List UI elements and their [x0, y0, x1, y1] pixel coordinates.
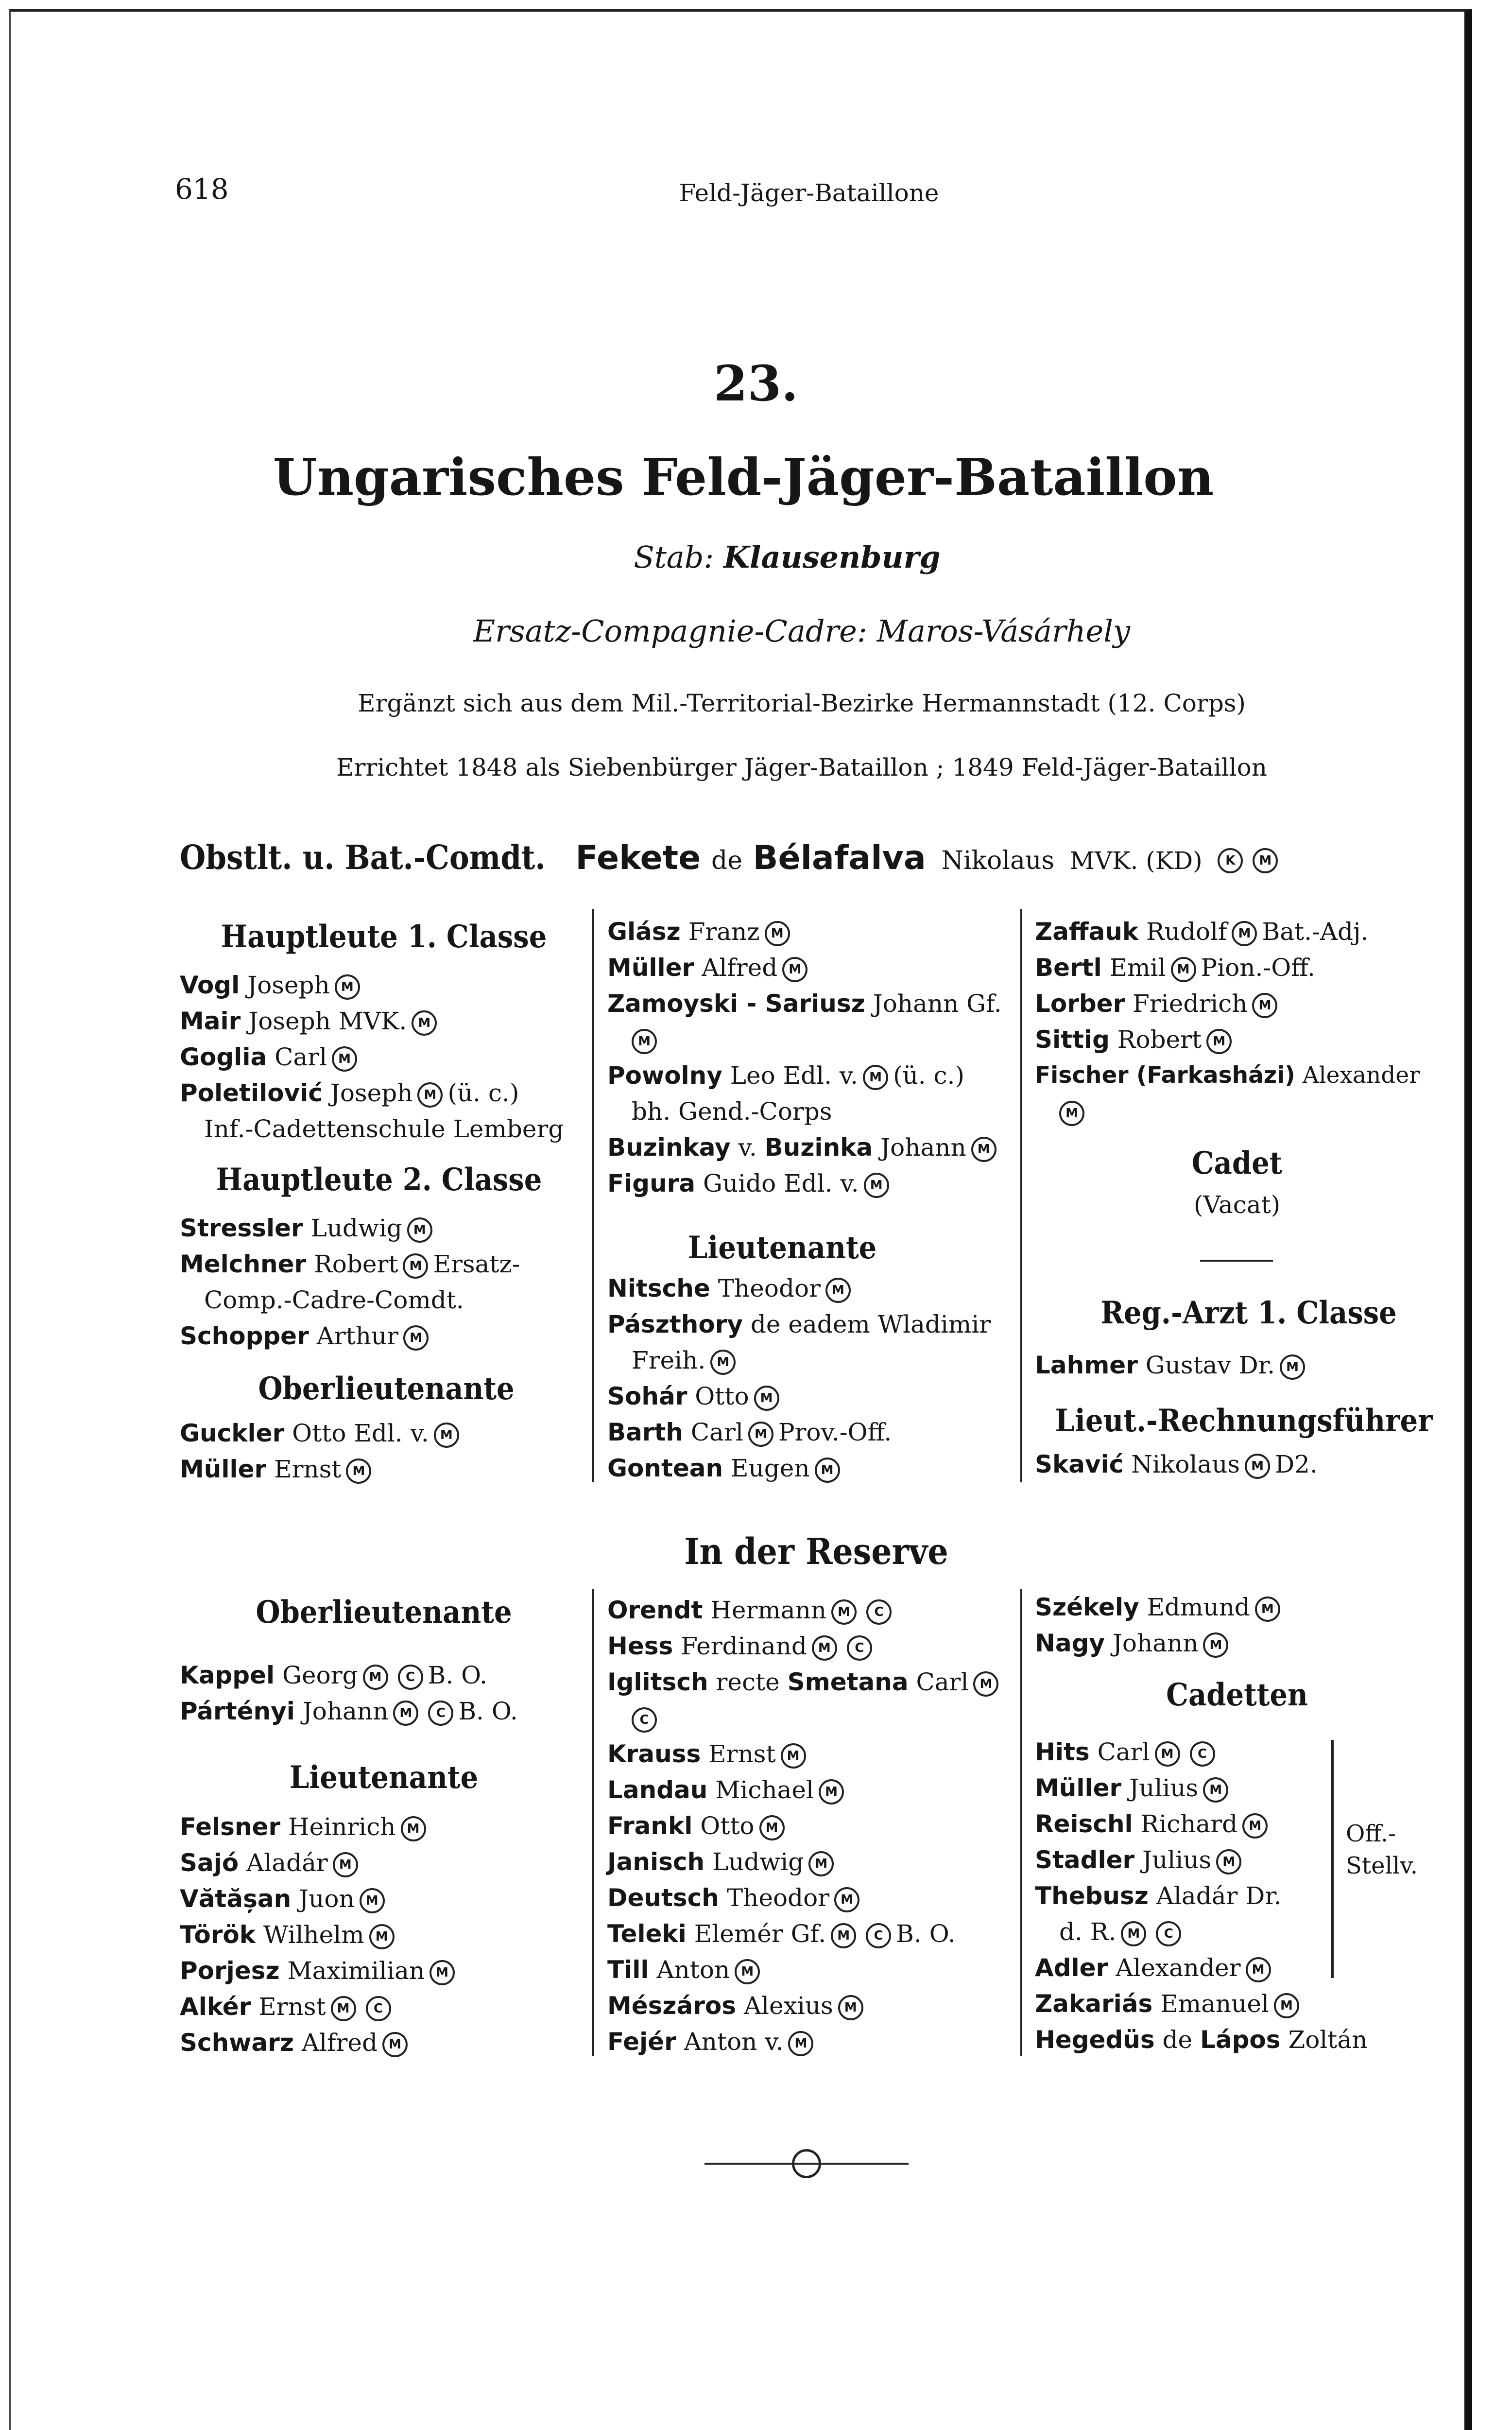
list-item: Bertl Emil M Pion.-Off. — [1035, 954, 1315, 982]
list-item: Schopper Arthur M — [180, 1318, 433, 1354]
list-item: Stressler Ludwig M — [180, 1210, 437, 1246]
battalion-title: Ungarisches Feld-Jäger-Bataillon — [273, 447, 1214, 507]
list-item: Frankl Otto M — [607, 1808, 790, 1844]
list-item: Orendt Hermann M C — [607, 1592, 896, 1628]
list-item-continuation: C — [627, 1700, 662, 1736]
list-item: Hits Carl M C — [1035, 1734, 1220, 1770]
list-item: Goglia Carl M — [180, 1039, 362, 1075]
list-item: Porjesz Maximilian M — [180, 1953, 460, 1989]
list-item: Till Anton M — [607, 1952, 765, 1988]
heading-hauptleute-1: Hauptleute 1. Classe — [221, 919, 547, 955]
list-item: Melchner Robert M Ersatz- — [180, 1250, 520, 1278]
column-rule — [1020, 909, 1022, 1482]
list-item: Janisch Ludwig M — [607, 1844, 839, 1880]
list-item: Müller Julius M — [1035, 1770, 1233, 1806]
list-item: Reischl Richard M — [1035, 1806, 1272, 1842]
list-item: Mair Joseph MVK. M — [180, 1003, 442, 1039]
list-item: Zaffauk Rudolf M Bat.-Adj. — [1035, 918, 1369, 946]
list-item: Schwarz Alfred M — [180, 2025, 412, 2061]
k-badge-icon: K — [1218, 848, 1243, 873]
list-item: Lahmer Gustav Dr. M — [1035, 1347, 1310, 1383]
list-item: Müller Alfred M — [607, 950, 812, 986]
list-item-continuation: Comp.-Cadre-Comdt. — [204, 1286, 464, 1314]
list-item: Fischer (Farkasházi) Alexander — [1035, 1062, 1420, 1089]
list-item: Sajó Aladár M — [180, 1845, 363, 1881]
heading-oberlieutenante: Oberlieutenante — [258, 1371, 515, 1407]
list-item-continuation: d. R. M C — [1059, 1914, 1186, 1950]
list-item: Mészáros Alexius M — [607, 1988, 868, 2024]
heading-rechnungsfuehrer: Lieut.-Rechnungsführer — [1055, 1403, 1433, 1439]
list-item: Zamoyski - Sariusz Johann Gf. — [607, 989, 1002, 1018]
list-item: Müller Ernst M — [180, 1451, 376, 1487]
list-item: Hegedüs de Lápos Zoltán — [1035, 2026, 1368, 2054]
heading-reserve: In der Reserve — [684, 1531, 948, 1573]
list-item: Lorber Friedrich M — [1035, 986, 1282, 1022]
list-item: Nagy Johann M — [1035, 1625, 1233, 1661]
list-item: Iglitsch recte Smetana Carl M — [607, 1664, 1003, 1700]
list-item: Glász Franz M — [607, 914, 795, 950]
commander-line: Obstlt. u. Bat.-Comdt. Fekete de Bélafalva Nikolaus MVK. (KD) K M — [180, 836, 1283, 883]
end-ornament-center — [792, 2149, 821, 2178]
list-item: Barth Carl M Prov.-Off. — [607, 1418, 892, 1446]
list-item: Buzinkay v. Buzinka Johann M — [607, 1129, 1001, 1165]
list-item: Vogl Joseph M — [180, 967, 365, 1003]
ersatz-line: Ersatz-Compagnie-Cadre: Maros-Vásárhely — [473, 613, 1131, 649]
list-item: Landau Michael M — [607, 1772, 849, 1808]
list-item-continuation: Inf.-Cadettenschule Lemberg — [204, 1115, 564, 1143]
list-item: Sittig Robert M — [1035, 1022, 1237, 1058]
list-item: Stadler Julius M — [1035, 1842, 1246, 1878]
list-item: Sohár Otto M — [607, 1378, 784, 1414]
list-item-continuation: M — [627, 1022, 662, 1058]
list-item: Török Wilhelm M — [180, 1917, 399, 1953]
list-item: Powolny Leo Edl. v. M (ü. c.) — [607, 1061, 964, 1090]
list-item: Skavić Nikolaus M D2. — [1035, 1450, 1318, 1478]
brace-label: Off.- Stellv. — [1346, 1820, 1418, 1879]
list-item: Teleki Elemér Gf. M C B. O. — [607, 1920, 956, 1948]
heading-cadet: Cadet — [1191, 1145, 1283, 1181]
list-item: Hess Ferdinand M C — [607, 1628, 877, 1664]
list-item: Fejér Anton v. M — [607, 2024, 818, 2060]
list-item: Pártényi Johann M C B. O. — [180, 1697, 518, 1725]
heading-lieutenante: Lieutenante — [687, 1230, 877, 1266]
list-item-continuation: M — [1054, 1094, 1089, 1129]
list-item-continuation: Freih. M — [632, 1342, 740, 1378]
erganzt-line: Ergänzt sich aus dem Mil.-Territorial-Bezirke Hermannstadt (12. Corps) — [358, 689, 1246, 717]
list-item: Adler Alexander M — [1035, 1950, 1276, 1986]
list-item: Guckler Otto Edl. v. M — [180, 1415, 464, 1451]
list-item-continuation: bh. Gend.-Corps — [632, 1097, 832, 1126]
running-title: Feld-Jäger-Bataillone — [679, 179, 939, 207]
list-item: Figura Guido Edl. v. M — [607, 1165, 894, 1201]
heading-cadetten: Cadetten — [1166, 1677, 1308, 1713]
cadet-vacat: (Vacat) — [1193, 1191, 1281, 1219]
list-item: Poletilović Joseph M (ü. c.) — [180, 1079, 519, 1107]
list-item: Nitsche Theodor M — [607, 1270, 856, 1306]
column-rule — [592, 1589, 594, 2056]
stab-line: Stab: Klausenburg — [634, 539, 941, 575]
brace — [1322, 1740, 1334, 1978]
list-item: Pászthory de eadem Wladimir — [607, 1310, 991, 1338]
column-rule — [592, 909, 594, 1482]
heading-reserve-oberlieutenante: Oberlieutenante — [256, 1594, 512, 1631]
list-item: Vătășan Juon M — [180, 1881, 390, 1917]
column-rule — [1020, 1589, 1022, 2056]
list-item: Alkér Ernst M C — [180, 1989, 396, 2025]
errichtet-line: Errichtet 1848 als Siebenbürger Jäger-Bataillon ; 1849 Feld-Jäger-Bataillon — [336, 753, 1267, 781]
battalion-number: 23. — [714, 355, 798, 412]
list-item: Székely Edmund M — [1035, 1589, 1285, 1625]
heading-reg-arzt: Reg.-Arzt 1. Classe — [1100, 1295, 1397, 1331]
list-item: Felsner Heinrich M — [180, 1809, 431, 1845]
heading-hauptleute-2: Hauptleute 2. Classe — [216, 1162, 542, 1198]
page-number: 618 — [175, 173, 229, 206]
list-item: Krauss Ernst M — [607, 1736, 811, 1772]
list-item: Kappel Georg M C B. O. — [180, 1661, 488, 1689]
heading-reserve-lieutenante: Lieutenante — [289, 1759, 479, 1796]
list-item: Deutsch Theodor M — [607, 1880, 864, 1916]
divider — [1200, 1260, 1273, 1262]
list-item: Gontean Eugen M — [607, 1450, 845, 1486]
m-badge-icon: M — [1253, 848, 1278, 873]
list-item: Zakariás Emanuel M — [1035, 1986, 1304, 2022]
list-item: Thebusz Aladár Dr. — [1035, 1882, 1282, 1910]
